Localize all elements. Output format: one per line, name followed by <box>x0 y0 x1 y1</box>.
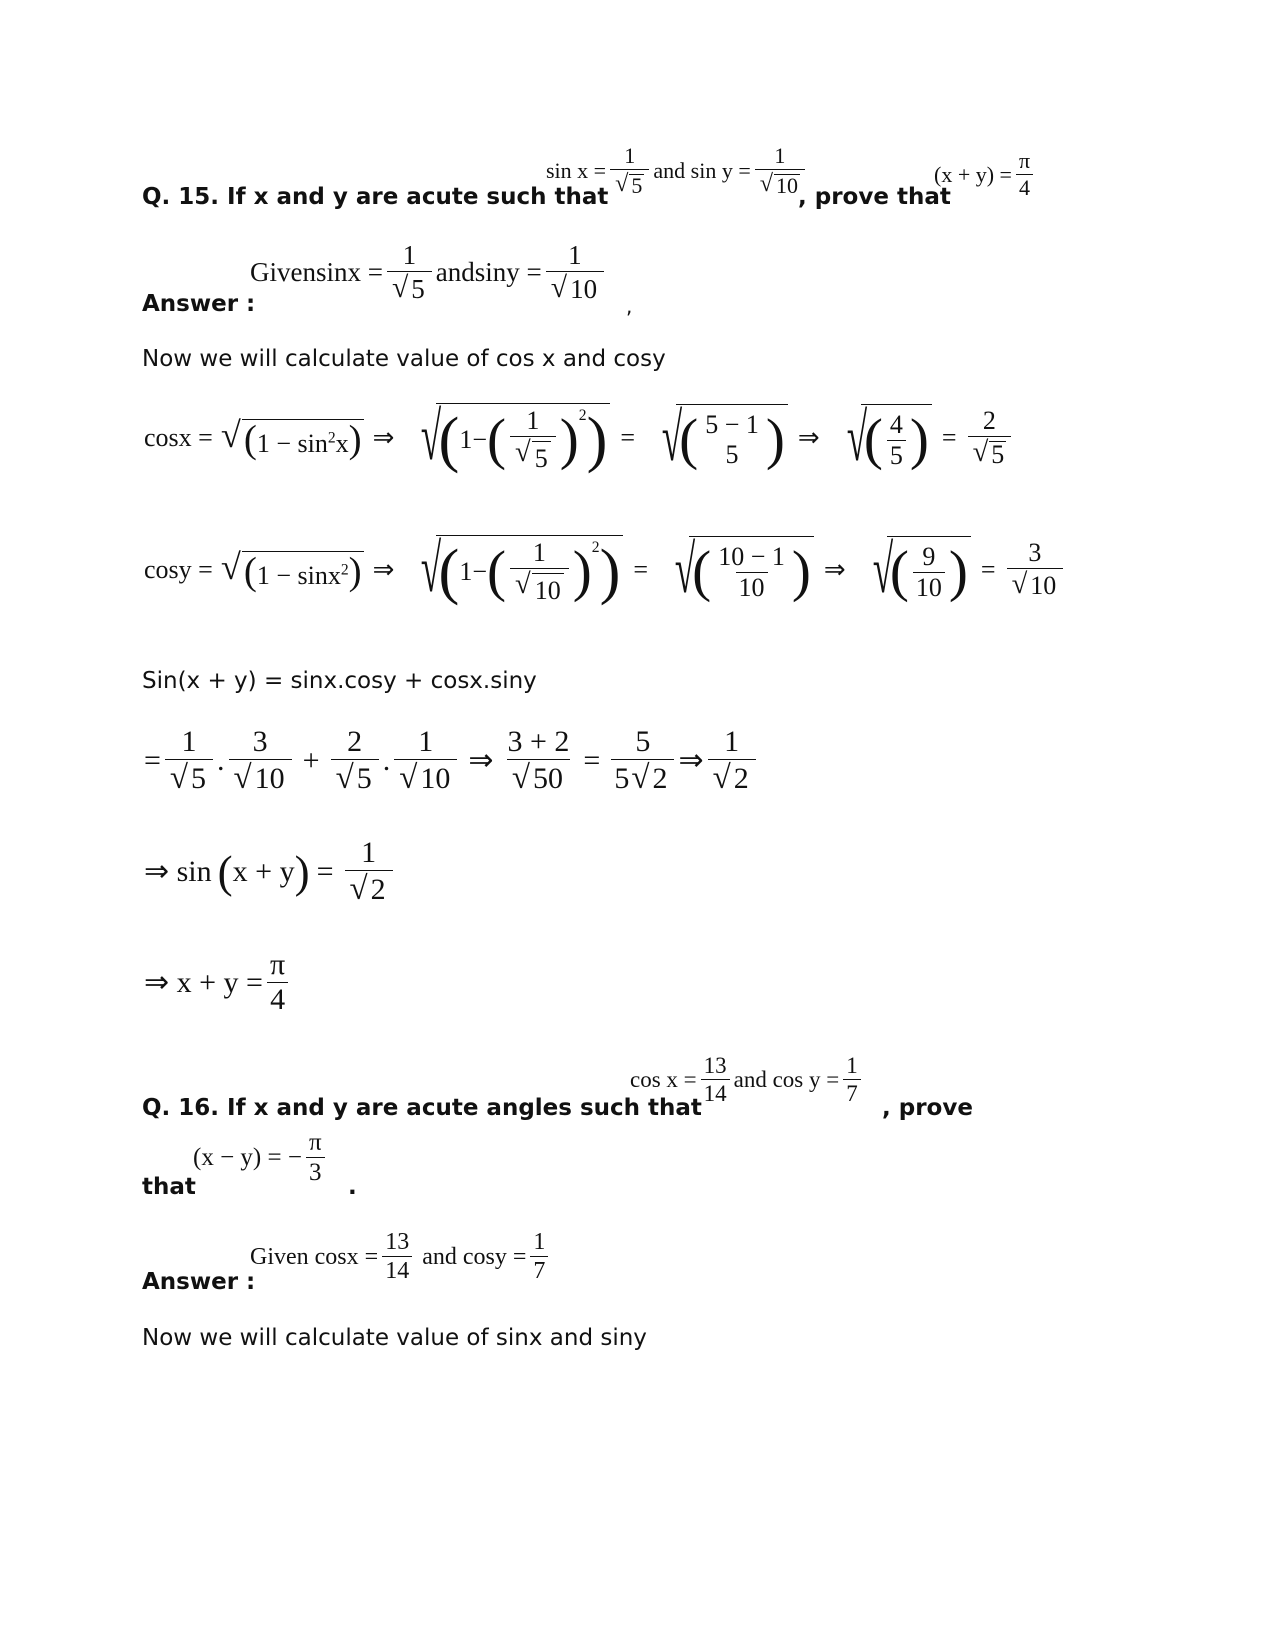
cosy-derivation: cosy = √ (1 − sinx$^2$) ⇒ √ ( 1− ( 1 √ 10 ) $^2$ ) = √ ( $\frac{10 - 1}{10}$ ) ⇒ √ ( $\frac{9}{10}$ ) = 3 √ 10 <box>144 535 1067 604</box>
cosx-derivation: cosx = √ $(1 - \sin^2x)$ ⇒ √ ( 1− ( 1 √ 5 ) $^2$ ) = √ ( 5 − 1 5 ) ⇒ √ ( $\frac{4}{5}$ ) = 2 √ 5 <box>144 403 1015 472</box>
q16-goal-formula: (x − y) = − $\frac{\pi}{3}$ <box>193 1130 329 1185</box>
answer-15-label: Answer : <box>142 291 256 317</box>
question-16-prove: , prove <box>882 1095 973 1121</box>
question-15-label: Q. 15. If x and y are acute such that <box>142 184 609 210</box>
expansion-formula: = 1 √ 5 . 3 √ 10 + 2 √ 5 . 1 √ 10 ⇒ 3 + 2 √ 50 = 5 5 √ 2 ⇒ 1 √ 2 <box>144 727 760 795</box>
final-result-formula: ⇒ x + y = $\frac{\pi}{4}$ <box>144 950 292 1015</box>
sin-result-formula: ⇒ sin ( x + y ) = 1 √ 2 <box>144 838 397 906</box>
question-15-prove-that: , prove that <box>798 184 951 210</box>
a15-given-comma: , <box>626 294 633 318</box>
q15-condition-formula: sin x = 1 √ 5 and sin y = 1 √ 10 <box>546 145 809 197</box>
a16-given-formula: Given cosx = $\frac{13}{14}$ and cosy = $\frac{1}{7}$ <box>250 1230 552 1283</box>
answer-16-label: Answer : <box>142 1269 256 1295</box>
q16-condition-formula: cos x = $\frac{13}{14}$ and cos y = $\frac{1}{7}$ <box>630 1054 865 1105</box>
identity-line: Sin(x + y) = sinx.cosy + cosx.siny <box>142 668 537 694</box>
q15-goal-formula: (x + y) = $\frac{\pi}{4}$ <box>934 150 1037 199</box>
a15-given-formula: Givensinx = 1 √ 5 andsiny = 1 √ 10 <box>250 242 608 304</box>
q16-goal-period: . <box>348 1174 357 1200</box>
question-16-label: Q. 16. If x and y are acute angles such that <box>142 1095 702 1121</box>
a15-calc-text: Now we will calculate value of cos x and cosy <box>142 346 666 372</box>
a16-calc-text: Now we will calculate value of sinx and siny <box>142 1325 647 1351</box>
question-16-that: that <box>142 1174 196 1200</box>
